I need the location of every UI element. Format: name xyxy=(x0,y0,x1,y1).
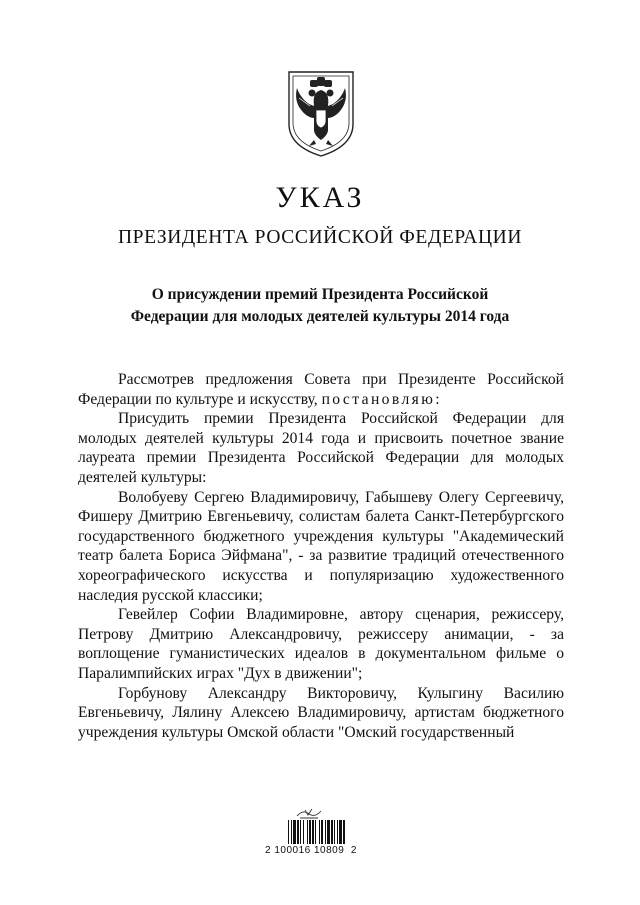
body-paragraph-3: Гевейлер Софии Владимировне, автору сценария, режиссеру, Петрову Дмитрию Александровичу, режиссеру анимации, - за воплощение гуманистических идеалов в документальном фильме о Паралимпийских играх "Дух в движении"; xyxy=(78,606,564,682)
decree-heading xyxy=(0,284,640,328)
coat-of-arms-icon xyxy=(283,68,359,160)
decree-word: постановляю: xyxy=(321,390,442,408)
heading-line-2: Федерации для молодых деятелей культуры 2014 года xyxy=(130,308,510,325)
intro-text: Рассмотрев предложения Совета при Президенте Российской Федерации по культуре и искусству, xyxy=(78,371,564,408)
decree-body xyxy=(78,370,564,742)
body-paragraph-4: Горбунову Александру Викторовичу, Кулыгину Василию Евгеньевичу, Лялину Алексею Владимировичу, артистам бюджетного учреждения культуры Омской области "Омский государственный xyxy=(78,684,564,741)
decree-subtitle: ПРЕЗИДЕНТА РОССИЙСКОЙ ФЕДЕРАЦИИ xyxy=(117,227,523,248)
body-paragraph-1: Присудить премии Президента Российской Федерации для молодых деятелей культуры 2014 года и присвоить почетное звание лауреата премии Президента Российской Федерации для молодых деятелей культуры: xyxy=(78,410,564,486)
heading-line-1: О присуждении премий Президента Российской xyxy=(151,286,489,303)
intro-paragraph xyxy=(78,370,564,409)
barcode-number: 2 100016 10809 2 xyxy=(265,845,357,856)
body-paragraph-2: Волобуеву Сергею Владимировичу, Габышеву Олегу Сергеевичу, Фишеру Дмитрию Евгеньевичу, солистам балета Санкт-Петербургского государственного бюджетного учреждения культуры "Академический театр балета Бориса Эйфмана", - за развитие традиций отечественного хореографического искусства и популяризацию художественного наследия русской классики; xyxy=(78,488,564,604)
stamp-icon xyxy=(295,806,323,820)
decree-title: УКАЗ xyxy=(275,181,365,214)
barcode-icon xyxy=(288,820,370,844)
